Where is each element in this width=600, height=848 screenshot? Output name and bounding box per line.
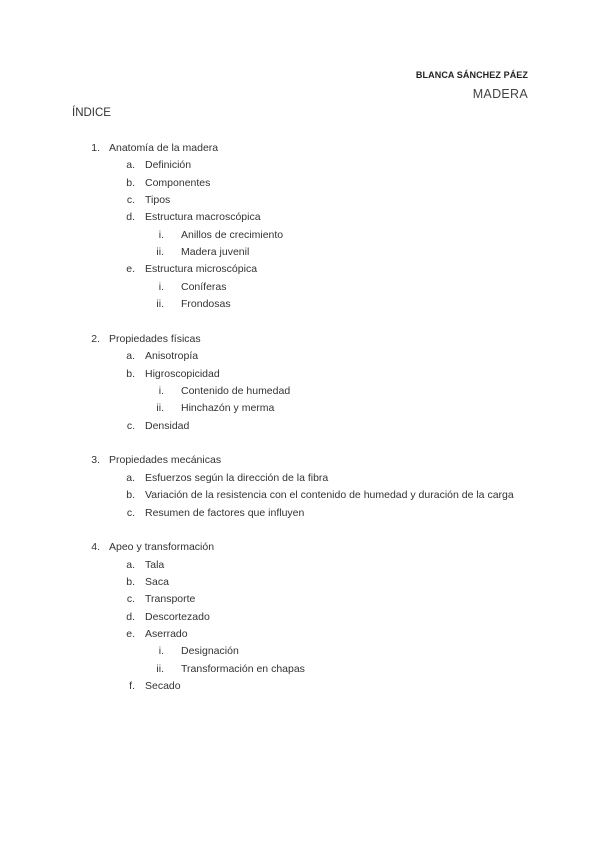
toc-entry-marker: i. — [158, 280, 164, 293]
toc-entry-text: Propiedades físicas — [109, 332, 201, 345]
toc-entry-text: Estructura macroscópica — [145, 211, 261, 224]
toc-entry-marker: ii. — [156, 246, 164, 259]
toc-entry-text: Contenido de humedad — [181, 385, 291, 397]
toc-entry-text: Densidad — [145, 419, 190, 432]
toc-entry-marker: ii. — [156, 662, 164, 675]
toc-entry-text: Tala — [145, 558, 165, 571]
toc-entry-marker: 4. — [91, 541, 100, 554]
toc-entry-text: Propiedades mecánicas — [109, 454, 222, 467]
toc-entry-text: Descortezado — [145, 610, 210, 623]
toc-entry-text: Madera juvenil — [181, 246, 250, 259]
toc-entry-marker: ii. — [156, 298, 164, 311]
toc-entry-text: Anatomía de la madera — [109, 142, 219, 154]
toc-entry-marker: b. — [126, 489, 135, 502]
toc-entry-marker: b. — [126, 367, 135, 380]
toc-entry-marker: 1. — [91, 142, 100, 154]
author-name: BLANCA SÁNCHEZ PÁEZ — [415, 70, 528, 80]
toc-entry-marker: ii. — [156, 402, 164, 415]
toc-entry-marker: a. — [126, 350, 135, 363]
toc-entry-marker: f. — [129, 680, 135, 692]
toc-entry-marker: e. — [126, 628, 135, 640]
toc-entry-text: Transformación en chapas — [181, 662, 305, 675]
toc-entry-marker: e. — [126, 263, 135, 276]
toc-entry-text: Componentes — [145, 176, 211, 189]
toc-entry-text: Esfuerzos según la dirección de la fibra — [145, 471, 329, 484]
toc-entry-marker: d. — [126, 610, 135, 623]
toc-entry-marker: b. — [126, 575, 135, 588]
document-subject: MADERA — [472, 87, 528, 101]
toc-entry-text: Definición — [145, 159, 192, 172]
toc-entry-text: Hinchazón y merma — [181, 402, 275, 415]
toc-entry-marker: a. — [126, 558, 135, 571]
toc-entry-marker: a. — [126, 159, 135, 172]
toc-entry-text: Secado — [145, 680, 181, 692]
toc-entry-text: Apeo y transformación — [109, 541, 215, 554]
toc-entry-marker: b. — [126, 176, 135, 189]
toc-entry-text: Anillos de crecimiento — [181, 228, 284, 241]
toc-entry-marker: i. — [158, 228, 164, 241]
toc-entry-text: Aserrado — [145, 628, 188, 640]
toc-entry-marker: i. — [158, 385, 164, 397]
toc-entry-text: Variación de la resistencia con el contenido de humedad y duración de la carga — [145, 489, 514, 502]
toc-entry-text: Higroscopicidad — [145, 367, 220, 380]
toc-entry-text: Anisotropía — [145, 350, 199, 363]
toc-entry-text: Transporte — [145, 593, 196, 606]
toc-entry-marker: 2. — [91, 332, 100, 345]
toc-entry-text: Saca — [145, 575, 169, 588]
toc-entry-marker: a. — [126, 471, 135, 484]
toc-entry-text: Resumen de factores que influyen — [145, 506, 305, 519]
toc-entry-marker: 3. — [91, 454, 100, 467]
toc-entry-marker: c. — [126, 419, 135, 432]
toc-entry-marker: i. — [158, 645, 164, 658]
toc-entry-text: Estructura microscópica — [145, 263, 258, 276]
toc-entry-text: Tipos — [145, 194, 171, 206]
toc-entry-text: Coníferas — [181, 280, 227, 293]
toc-entry-text: Frondosas — [181, 298, 231, 311]
toc-entry-text: Designación — [181, 645, 239, 658]
toc-entry-marker: c. — [126, 506, 135, 519]
index-title: ÍNDICE — [72, 107, 111, 119]
toc-entry-marker: c. — [126, 194, 135, 206]
toc-entry-marker: d. — [126, 211, 135, 224]
toc-entry-marker: c. — [126, 593, 135, 606]
